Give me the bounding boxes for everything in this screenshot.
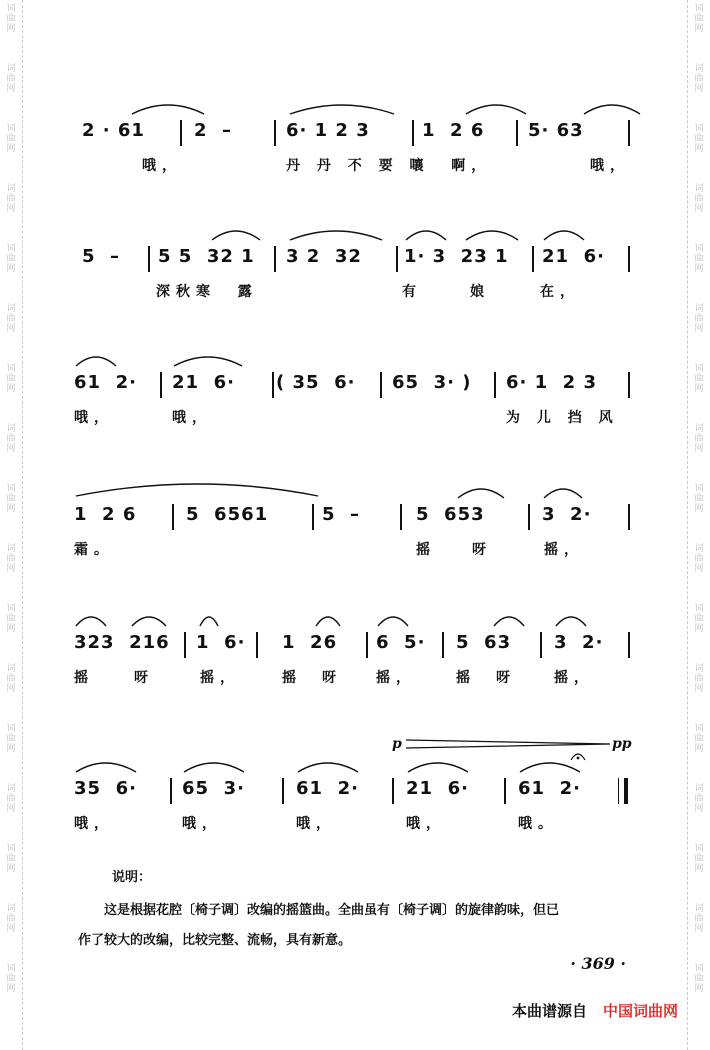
watermark-mark: 词 曲 网 [694,424,704,454]
notes-row [60,372,650,402]
slur-mark [74,760,140,774]
lyric-text: 呀 [496,670,516,686]
slur-mark [172,354,246,368]
notes-line-2: 作了较大的改编，比较完整、流畅，具有新意。 [78,933,352,948]
measure-notes: 1 26 [282,632,338,653]
watermark-mark: 词 曲 网 [6,904,16,934]
watermark-mark: 词 曲 网 [694,64,704,94]
lyric-text: 哦， [296,816,336,832]
slur-mark [492,614,528,628]
slur-mark [464,102,528,116]
barline [628,246,630,272]
lyric-text: 在， [540,284,580,300]
barline [516,120,518,146]
left-watermark-strip [0,0,23,1050]
watermark-mark: 词 曲 网 [6,304,16,334]
slur-mark [376,614,412,628]
measure-notes: 65 3· ) [392,372,472,393]
lyric-text: 丹 丹 不 要 嚷 啊， [286,158,492,174]
slur-mark [464,228,520,242]
source-label: 本曲谱源自 [511,1002,587,1020]
watermark-mark: 词 曲 网 [6,604,16,634]
measure-notes: 3 2· [554,632,604,653]
lyric-text: 哦， [74,816,114,832]
dynamic-marking: p [392,736,402,752]
lyric-text: 呀 [322,670,342,686]
slur-mark [314,614,344,628]
barline [494,372,496,398]
barline [366,632,368,658]
barline [396,246,398,272]
barline [540,632,542,658]
lyric-text: 呀 [134,670,154,686]
barline [628,120,630,146]
lyric-text: 摇 [282,670,302,686]
measure-notes: 1 2 6 [74,504,137,525]
barline [380,372,382,398]
watermark-mark: 词 曲 网 [6,424,16,454]
watermark-mark: 词 曲 网 [694,664,704,694]
barline [504,778,506,804]
lyric-text: 娘 [470,284,490,300]
slur-mark [296,760,362,774]
measure-notes: 35 6· [74,778,137,799]
barline [148,246,150,272]
lyric-text: 霜。 [74,542,114,558]
watermark-mark: 词 曲 网 [6,4,16,34]
lyric-text: 呀 [472,542,492,558]
notes-paragraph [78,896,638,956]
watermark-mark: 词 曲 网 [694,4,704,34]
watermark-mark: 词 曲 网 [6,124,16,154]
slur-mark [554,614,590,628]
watermark-mark: 词 曲 网 [694,544,704,574]
barline [528,504,530,530]
notes-heading: 说明： [112,870,152,885]
barline [628,372,630,398]
lyrics-row [60,155,650,185]
watermark-mark: 词 曲 网 [694,364,704,394]
score-system-1 [60,102,650,202]
watermark-mark: 词 曲 网 [694,964,704,994]
watermark-mark: 词 曲 网 [6,484,16,514]
measure-notes: 21 6· [542,246,605,267]
measure-notes: ( 35 6· [276,372,356,393]
fermata-mark [570,750,586,762]
source-credit [512,1000,678,1021]
notes-row [60,632,650,662]
notes-row [60,504,650,534]
measure-notes: 1· 3 23 1 [404,246,509,267]
measure-notes: 5 5 32 1 [158,246,255,267]
watermark-mark: 词 曲 网 [694,124,704,154]
measure-notes: 3 2 32 [286,246,362,267]
barline [272,372,274,398]
watermark-mark: 词 曲 网 [694,484,704,514]
measure-notes: 65 3· [182,778,245,799]
final-barline-thin [618,778,619,804]
measure-notes: 2 · 61 [82,120,145,141]
notes-line-1: 这是根据花腔〔椅子调〕改编的摇篮曲。全曲虽有〔椅子调〕的旋律韵味，但已 [104,903,560,918]
watermark-mark: 词 曲 网 [694,304,704,334]
barline [392,778,394,804]
barline [312,504,314,530]
barline [256,632,258,658]
score-system-3 [60,354,650,454]
measure-notes: 5 6561 [186,504,269,525]
slur-mark [542,228,588,242]
lyric-text: 哦。 [518,816,558,832]
barline [170,778,172,804]
lyric-text: 哦， [406,816,446,832]
lyrics-row [60,667,650,697]
slur-mark [456,486,508,500]
watermark-mark: 词 曲 网 [6,664,16,694]
watermark-mark: 词 曲 网 [694,724,704,754]
slur-mark [74,482,322,500]
barline [274,120,276,146]
lyric-text: 摇， [376,670,416,686]
measure-notes: 5 – [82,246,121,267]
watermark-mark: 词 曲 网 [6,964,16,994]
lyric-text: 摇 [416,542,436,558]
measure-notes: 61 2· [296,778,359,799]
measure-notes: 21 6· [172,372,235,393]
watermark-mark: 词 曲 网 [694,904,704,934]
watermark-mark: 词 曲 网 [6,244,16,274]
barline [184,632,186,658]
watermark-mark: 词 曲 网 [694,244,704,274]
slur-mark [542,486,586,500]
right-watermark-strip [687,0,710,1050]
watermark-mark: 词 曲 网 [6,784,16,814]
slur-mark [182,760,248,774]
slur-mark [130,102,210,116]
measure-notes: 3 2· [542,504,592,525]
slur-mark [582,102,642,116]
watermark-mark: 词 曲 网 [6,844,16,874]
lyric-text: 哦， [182,816,222,832]
barline [400,504,402,530]
watermark-mark: 词 曲 网 [6,184,16,214]
barline [412,120,414,146]
lyric-text: 哦， [74,410,114,426]
slur-mark [198,614,222,628]
watermark-mark: 词 曲 网 [6,544,16,574]
notes-row [60,246,650,276]
lyric-text: 有 [402,284,422,300]
lyric-text: 摇， [200,670,240,686]
watermark-mark: 词 曲 网 [6,64,16,94]
lyric-text: 摇， [544,542,584,558]
watermark-mark: 词 曲 网 [6,724,16,754]
slur-mark [130,614,170,628]
lyrics-row [60,407,650,437]
barline [160,372,162,398]
lyric-text: 哦， [172,410,212,426]
measure-notes: 1 6· [196,632,246,653]
measure-notes: 5 63 [456,632,512,653]
barline [628,504,630,530]
barline [282,778,284,804]
measure-notes: 6· 1 2 3 [506,372,598,393]
barline [442,632,444,658]
measure-notes: 61 2· [74,372,137,393]
lyrics-row [60,813,650,843]
lyric-text: 哦， [142,158,182,174]
slur-mark [74,614,110,628]
slur-mark [288,102,398,116]
slur-mark [518,760,584,774]
measure-notes: 6· 1 2 3 [286,120,370,141]
dynamic-marking: pp [612,736,632,752]
score-system-4 [60,486,650,586]
lyric-text: 摇 [74,670,94,686]
score-system-6 [60,760,650,860]
watermark-mark: 词 曲 网 [694,184,704,214]
score-system-2 [60,228,650,328]
page-number: · 369 · [570,954,626,973]
measure-notes: 1 2 6 [422,120,485,141]
barline [274,246,276,272]
measure-notes: 323 216 [74,632,170,653]
measure-notes: 5· 63 [528,120,584,141]
notes-row [60,120,650,150]
barline [532,246,534,272]
slur-mark [210,228,264,242]
slur-mark [406,760,472,774]
lyric-text: 哦， [590,158,630,174]
lyrics-row [60,539,650,569]
barline [172,504,174,530]
slur-mark [288,228,386,242]
watermark-mark: 词 曲 网 [694,844,704,874]
lyric-text: 深秋寒 露 [156,284,258,300]
final-barline-thick [624,778,628,804]
lyric-text: 摇， [554,670,594,686]
slur-mark [404,228,450,242]
score-system-5 [60,614,650,714]
barline [180,120,182,146]
measure-notes: 21 6· [406,778,469,799]
measure-notes: 2 – [194,120,233,141]
measure-notes: 5 653 [416,504,485,525]
lyric-text: 为 儿 挡 风 [506,410,619,426]
slur-mark [74,354,120,368]
lyrics-row [60,281,650,311]
notes-row [60,778,650,808]
measure-notes: 61 2· [518,778,581,799]
watermark-mark: 词 曲 网 [6,364,16,394]
lyric-text: 摇 [456,670,476,686]
watermark-mark: 词 曲 网 [694,604,704,634]
barline [628,632,630,658]
watermark-mark: 词 曲 网 [694,784,704,814]
source-brand: 中国词曲网 [602,1002,678,1020]
measure-notes: 5 – [322,504,361,525]
measure-notes: 6 5· [376,632,426,653]
